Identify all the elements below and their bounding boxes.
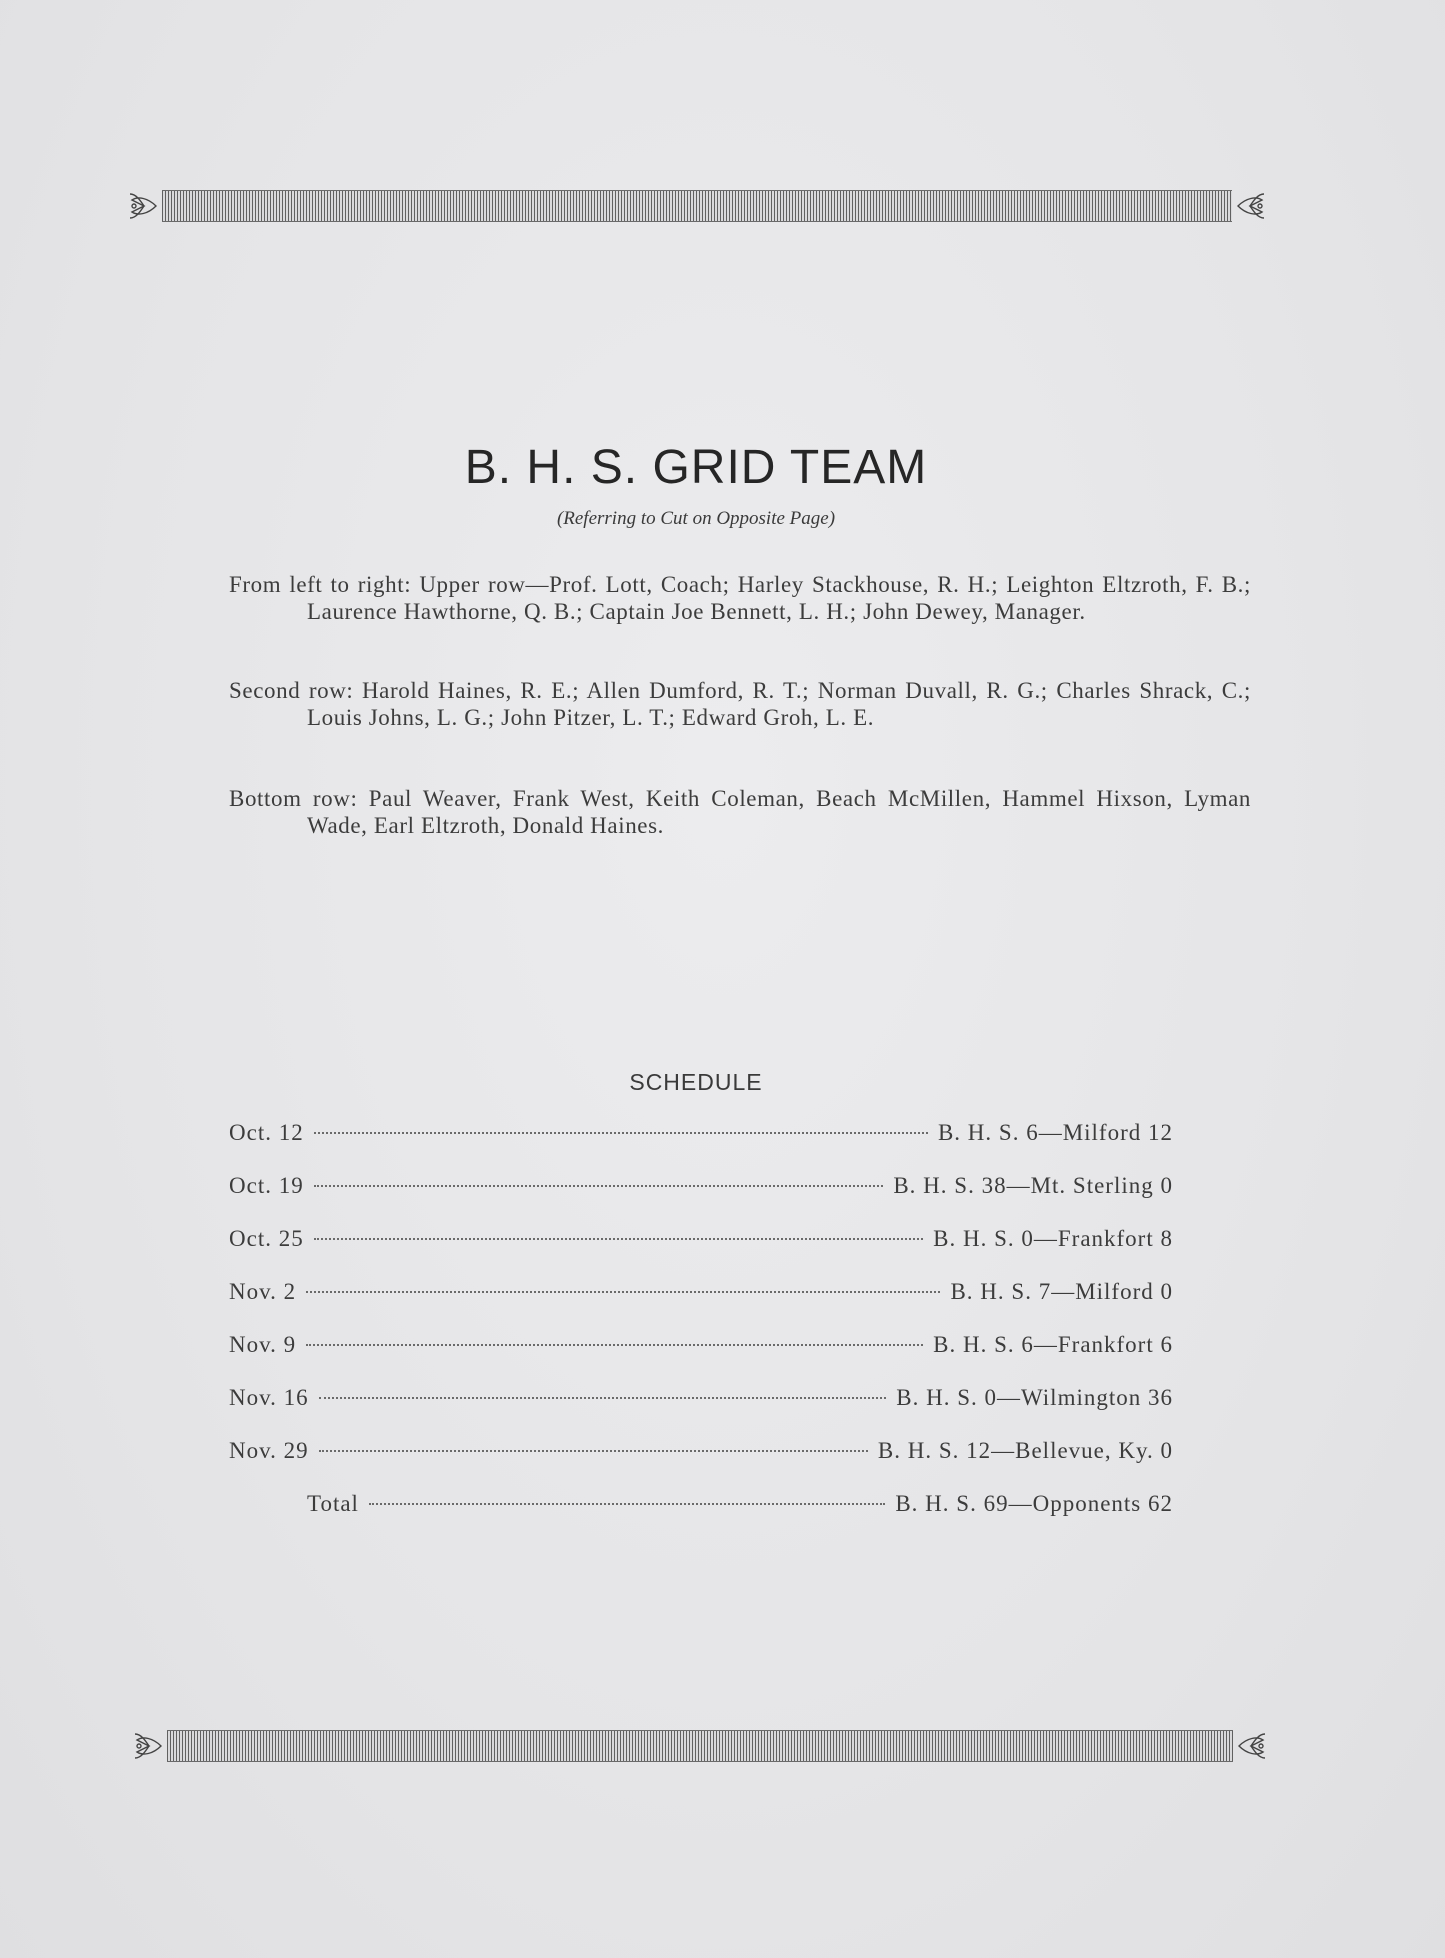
schedule-row <box>229 1332 1173 1385</box>
schedule-total-row <box>229 1491 1173 1544</box>
game-result: B. H. S. 12—Bellevue, Ky. 0 <box>877 1438 1173 1463</box>
dot-leader <box>319 1397 887 1399</box>
schedule-row <box>229 1279 1173 1332</box>
game-result: B. H. S. 38—Mt. Sterling 0 <box>893 1173 1173 1198</box>
game-date: Nov. 29 <box>229 1438 309 1463</box>
dot-leader <box>306 1344 923 1346</box>
caption-second-row: Second row: Harold Haines, R. E.; Allen Dumford, R. T.; Norman Duvall, R. G.; Charles Shrack, C.; Louis Johns, L. G.; John Pitzer, L. T.; Edward Groh, L. E. <box>229 678 1251 730</box>
dot-leader <box>306 1291 940 1293</box>
caption-bottom-row: Bottom row: Paul Weaver, Frank West, Keith Coleman, Beach McMillen, Hammel Hixson, Lyman Wade, Earl Eltzroth, Donald Haines. <box>229 786 1251 838</box>
dot-leader <box>314 1238 923 1240</box>
schedule-row <box>229 1120 1173 1173</box>
game-date: Oct. 19 <box>229 1173 304 1198</box>
game-date: Oct. 25 <box>229 1226 304 1251</box>
dot-leader <box>369 1503 885 1505</box>
fleur-ornament-icon <box>131 1728 167 1764</box>
top-ornamental-border <box>126 188 1268 224</box>
game-result: B. H. S. 7—Milford 0 <box>950 1279 1173 1304</box>
schedule-heading: SCHEDULE <box>629 1069 763 1095</box>
total-label: Total <box>307 1491 359 1516</box>
caption-upper-row: From left to right: Upper row—Prof. Lott, Coach; Harley Stackhouse, R. H.; Leighton Eltzroth, F. B.; Laurence Hawthorne, Q. B.; Captain Joe Bennett, L. H.; John Dewey, Manager. <box>229 572 1251 624</box>
dot-leader <box>314 1132 928 1134</box>
schedule-row <box>229 1173 1173 1226</box>
fleur-ornament-icon <box>126 188 162 224</box>
fleur-ornament-icon <box>1233 1728 1269 1764</box>
schedule-list <box>229 1120 1173 1544</box>
border-stripes <box>167 1730 1233 1762</box>
bottom-ornamental-border <box>131 1728 1269 1764</box>
game-result: B. H. S. 0—Frankfort 8 <box>933 1226 1173 1251</box>
game-result: B. H. S. 0—Wilmington 36 <box>896 1385 1173 1410</box>
game-date: Oct. 12 <box>229 1120 304 1145</box>
schedule-row <box>229 1385 1173 1438</box>
fleur-ornament-icon <box>1232 188 1268 224</box>
game-result: B. H. S. 6—Frankfort 6 <box>933 1332 1173 1357</box>
schedule-row <box>229 1226 1173 1279</box>
dot-leader <box>314 1185 884 1187</box>
schedule-row <box>229 1438 1173 1491</box>
game-date: Nov. 2 <box>229 1279 297 1304</box>
game-result: B. H. S. 6—Milford 12 <box>937 1120 1173 1145</box>
border-stripes <box>162 190 1232 222</box>
dot-leader <box>319 1450 868 1452</box>
game-date: Nov. 9 <box>229 1332 297 1357</box>
game-date: Nov. 16 <box>229 1385 309 1410</box>
page-title: B. H. S. GRID TEAM <box>464 441 928 494</box>
total-result: B. H. S. 69—Opponents 62 <box>895 1491 1173 1516</box>
page-subtitle: (Referring to Cut on Opposite Page) <box>556 508 836 529</box>
